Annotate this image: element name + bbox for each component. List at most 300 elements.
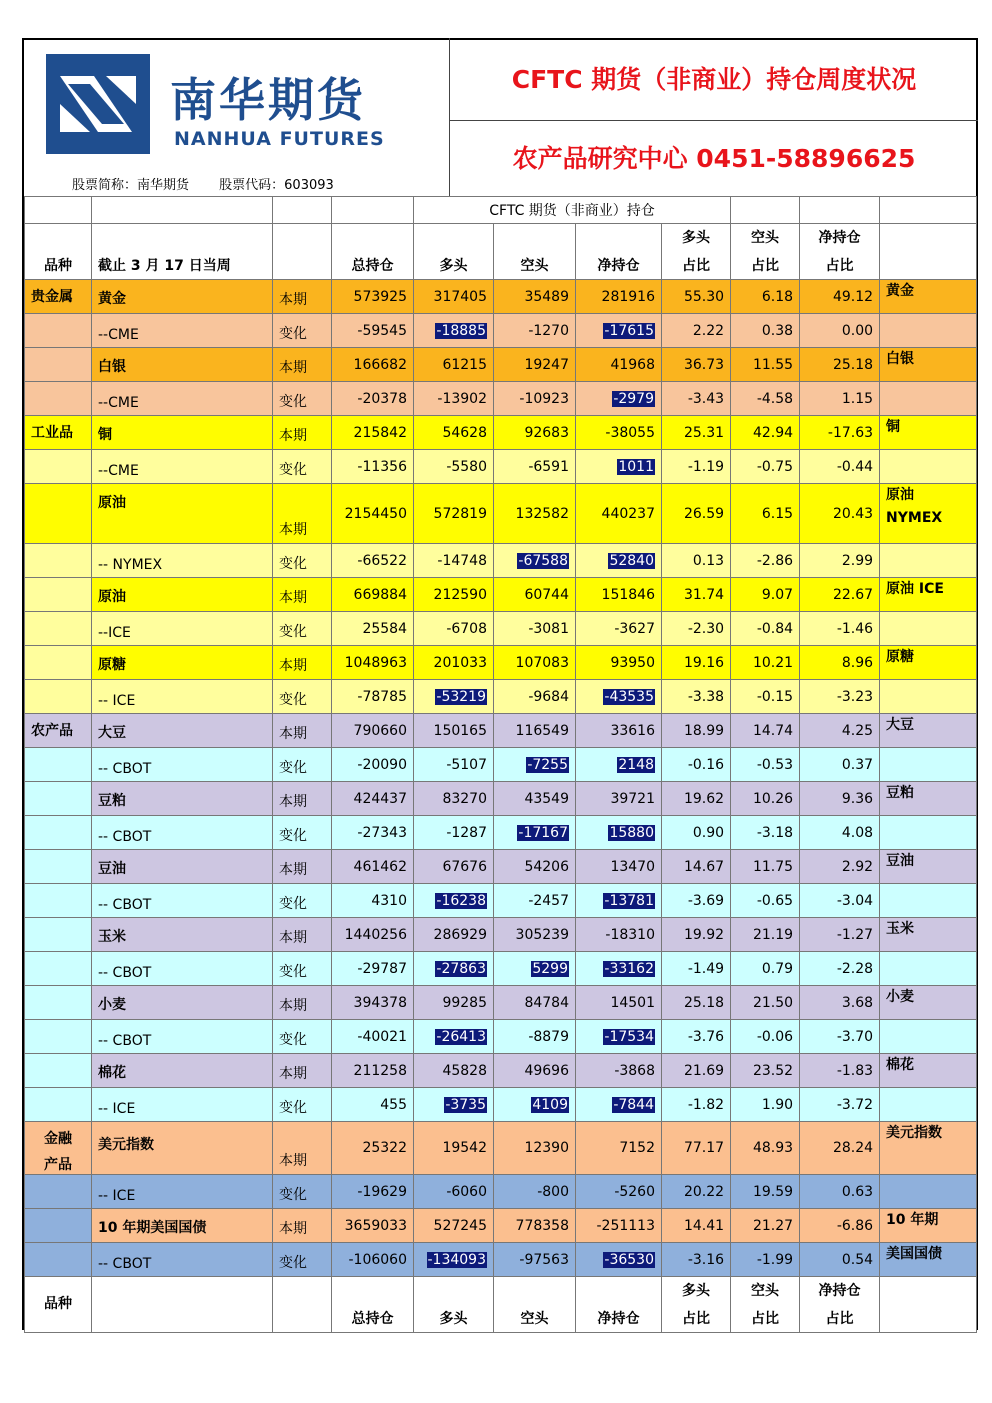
right-label: 豆粕 bbox=[886, 785, 915, 801]
value-net bbox=[576, 680, 662, 714]
right-label-cell bbox=[880, 450, 977, 484]
value-np: -3.04 bbox=[800, 884, 880, 918]
header-group-title: CFTC 期货（非商业）持仓 bbox=[414, 197, 731, 224]
category-cell bbox=[25, 1175, 92, 1209]
logo-chinese: 南华期货 bbox=[170, 73, 366, 127]
period-label: 变化 bbox=[273, 1020, 332, 1054]
value-np: 0.63 bbox=[800, 1175, 880, 1209]
table-row bbox=[25, 1122, 977, 1175]
value-total: 790660 bbox=[332, 714, 414, 748]
value-sp: -0.15 bbox=[731, 680, 800, 714]
category-cell bbox=[25, 986, 92, 1020]
value-short: 19247 bbox=[494, 348, 576, 382]
value-np: 3.68 bbox=[800, 986, 880, 1020]
category-label: 贵金属 bbox=[31, 289, 73, 305]
period-label: 变化 bbox=[273, 612, 332, 646]
report-title: CFTC 期货（非商业）持仓周度状况 bbox=[450, 38, 978, 121]
period-label: 本期 bbox=[273, 850, 332, 884]
header-net: 净持仓 bbox=[576, 224, 662, 280]
header-row bbox=[25, 224, 977, 280]
value-long: -13902 bbox=[414, 382, 494, 416]
commodity-name: 棉花 bbox=[92, 1054, 273, 1088]
value-total: 455 bbox=[332, 1088, 414, 1122]
exchange-label: --CME bbox=[92, 314, 273, 348]
footer-long: 多头 bbox=[414, 1277, 494, 1333]
table-row bbox=[25, 382, 977, 416]
commodity-name: 白银 bbox=[92, 348, 273, 382]
period-label: 变化 bbox=[273, 680, 332, 714]
right-label: 玉米 bbox=[886, 921, 915, 937]
commodity-name: 豆油 bbox=[92, 850, 273, 884]
value-short: 12390 bbox=[494, 1122, 576, 1175]
commodity-name: 黄金 bbox=[92, 280, 273, 314]
value-sp: 21.19 bbox=[731, 918, 800, 952]
value-total: 4310 bbox=[332, 884, 414, 918]
commodity-name: 10 年期美国国债 bbox=[92, 1209, 273, 1243]
value-lp: 25.18 bbox=[662, 986, 731, 1020]
value-total: -66522 bbox=[332, 544, 414, 578]
right-label-cell bbox=[880, 748, 977, 782]
period-label: 变化 bbox=[273, 1088, 332, 1122]
category-cell bbox=[25, 484, 92, 544]
value-net: 39721 bbox=[576, 782, 662, 816]
footer-short-pct-b: 占比 bbox=[751, 1311, 780, 1327]
value-lp: 19.92 bbox=[662, 918, 731, 952]
value-long bbox=[414, 1243, 494, 1277]
category-cell bbox=[25, 1020, 92, 1054]
right-label-cell bbox=[880, 816, 977, 850]
value-sp: 42.94 bbox=[731, 416, 800, 450]
value-sp: 0.79 bbox=[731, 952, 800, 986]
value-short: 35489 bbox=[494, 280, 576, 314]
value-long bbox=[414, 952, 494, 986]
right-label-2: NYMEX bbox=[886, 510, 943, 526]
value-net: 281916 bbox=[576, 280, 662, 314]
table-row bbox=[25, 714, 977, 748]
value-long bbox=[414, 314, 494, 348]
table-row bbox=[25, 1088, 977, 1122]
category-cell bbox=[25, 816, 92, 850]
value-np: 28.24 bbox=[800, 1122, 880, 1175]
value-long: 150165 bbox=[414, 714, 494, 748]
period-label: 变化 bbox=[273, 1243, 332, 1277]
value-net bbox=[576, 544, 662, 578]
value-np: 0.00 bbox=[800, 314, 880, 348]
value-long: 572819 bbox=[414, 484, 494, 544]
value-np: 25.18 bbox=[800, 348, 880, 382]
value-sp: -2.86 bbox=[731, 544, 800, 578]
right-label-cell bbox=[880, 714, 977, 748]
value-long: -6708 bbox=[414, 612, 494, 646]
value-net bbox=[576, 1088, 662, 1122]
value-short bbox=[494, 748, 576, 782]
right-label-cell bbox=[880, 1209, 977, 1243]
highlighted-value: 15880 bbox=[609, 824, 654, 841]
value-sp: 11.75 bbox=[731, 850, 800, 884]
value-net: 41968 bbox=[576, 348, 662, 382]
right-label: 原油 ICE bbox=[886, 581, 944, 597]
period-label: 变化 bbox=[273, 314, 332, 348]
category-cell bbox=[25, 1209, 92, 1243]
value-net: -3627 bbox=[576, 612, 662, 646]
period-label: 本期 bbox=[273, 918, 332, 952]
value-lp: -3.76 bbox=[662, 1020, 731, 1054]
category-cell bbox=[25, 382, 92, 416]
value-lp: -3.38 bbox=[662, 680, 731, 714]
stock-info bbox=[72, 174, 360, 193]
value-lp: -2.30 bbox=[662, 612, 731, 646]
footer-short: 空头 bbox=[494, 1277, 576, 1333]
value-short bbox=[494, 952, 576, 986]
value-lp: 0.13 bbox=[662, 544, 731, 578]
value-np: -3.72 bbox=[800, 1088, 880, 1122]
value-sp: -1.99 bbox=[731, 1243, 800, 1277]
value-net: 440237 bbox=[576, 484, 662, 544]
value-short: 116549 bbox=[494, 714, 576, 748]
value-sp: -0.65 bbox=[731, 884, 800, 918]
right-label: 10 年期 bbox=[886, 1212, 939, 1228]
footer-short-pct bbox=[731, 1277, 800, 1333]
footer-total: 总持仓 bbox=[332, 1277, 414, 1333]
right-label-cell bbox=[880, 782, 977, 816]
right-label-cell bbox=[880, 986, 977, 1020]
period-label: 变化 bbox=[273, 952, 332, 986]
value-total: -59545 bbox=[332, 314, 414, 348]
value-lp: 2.22 bbox=[662, 314, 731, 348]
category-cell bbox=[25, 450, 92, 484]
category-cell bbox=[25, 714, 92, 748]
header-date: 截止 3 月 17 日当周 bbox=[92, 224, 273, 280]
value-lp: 0.90 bbox=[662, 816, 731, 850]
exchange-label: -- NYMEX bbox=[92, 544, 273, 578]
value-lp: -3.69 bbox=[662, 884, 731, 918]
category-cell bbox=[25, 1122, 92, 1175]
footer-short-pct-a: 空头 bbox=[751, 1283, 780, 1299]
value-net: 7152 bbox=[576, 1122, 662, 1175]
value-sp: 14.74 bbox=[731, 714, 800, 748]
value-long: 83270 bbox=[414, 782, 494, 816]
value-long: 212590 bbox=[414, 578, 494, 612]
value-total: 424437 bbox=[332, 782, 414, 816]
value-total: -20378 bbox=[332, 382, 414, 416]
value-np: 4.08 bbox=[800, 816, 880, 850]
value-long: 201033 bbox=[414, 646, 494, 680]
stock-code: 股票代码：603093 bbox=[219, 178, 334, 193]
highlighted-value: -17534 bbox=[604, 1028, 654, 1045]
table-row bbox=[25, 450, 977, 484]
value-long bbox=[414, 1088, 494, 1122]
highlighted-value: -43535 bbox=[604, 688, 654, 705]
value-total: -11356 bbox=[332, 450, 414, 484]
value-long bbox=[414, 1020, 494, 1054]
value-lp: -3.43 bbox=[662, 382, 731, 416]
period-label: 本期 bbox=[273, 1122, 332, 1175]
value-sp: -3.18 bbox=[731, 816, 800, 850]
value-total: -40021 bbox=[332, 1020, 414, 1054]
value-net bbox=[576, 816, 662, 850]
value-net: -38055 bbox=[576, 416, 662, 450]
value-lp: -1.19 bbox=[662, 450, 731, 484]
value-lp: 26.59 bbox=[662, 484, 731, 544]
footer-net-pct-a: 净持仓 bbox=[818, 1283, 861, 1299]
value-total: 1048963 bbox=[332, 646, 414, 680]
period-label: 本期 bbox=[273, 986, 332, 1020]
category-cell bbox=[25, 612, 92, 646]
table-row bbox=[25, 314, 977, 348]
value-short bbox=[494, 816, 576, 850]
period-label: 变化 bbox=[273, 1175, 332, 1209]
right-label-cell bbox=[880, 314, 977, 348]
value-net bbox=[576, 952, 662, 986]
right-label-cell bbox=[880, 578, 977, 612]
period-label: 本期 bbox=[273, 714, 332, 748]
contact-line: 农产品研究中心 0451-58896625 bbox=[512, 144, 916, 173]
commodity-name: 小麦 bbox=[92, 986, 273, 1020]
value-total: 573925 bbox=[332, 280, 414, 314]
value-short: -8879 bbox=[494, 1020, 576, 1054]
value-lp: 21.69 bbox=[662, 1054, 731, 1088]
table-row bbox=[25, 680, 977, 714]
footer-net-pct bbox=[800, 1277, 880, 1333]
value-net bbox=[576, 450, 662, 484]
value-long: 19542 bbox=[414, 1122, 494, 1175]
value-lp: 14.41 bbox=[662, 1209, 731, 1243]
category-cell bbox=[25, 578, 92, 612]
value-long bbox=[414, 680, 494, 714]
category-cell bbox=[25, 1088, 92, 1122]
value-lp: -1.82 bbox=[662, 1088, 731, 1122]
table-row bbox=[25, 986, 977, 1020]
value-np: 4.25 bbox=[800, 714, 880, 748]
highlighted-value: -33162 bbox=[604, 960, 654, 977]
category-cell bbox=[25, 680, 92, 714]
table-row bbox=[25, 1243, 977, 1277]
value-net: -3868 bbox=[576, 1054, 662, 1088]
value-sp: 10.26 bbox=[731, 782, 800, 816]
value-long: -14748 bbox=[414, 544, 494, 578]
positions-table bbox=[24, 196, 977, 1333]
value-short: -9684 bbox=[494, 680, 576, 714]
value-net: 151846 bbox=[576, 578, 662, 612]
commodity-name: 原糖 bbox=[92, 646, 273, 680]
value-total: 3659033 bbox=[332, 1209, 414, 1243]
table-row bbox=[25, 748, 977, 782]
highlighted-value: -36530 bbox=[604, 1251, 654, 1268]
value-total: 1440256 bbox=[332, 918, 414, 952]
right-label: 铜 bbox=[886, 419, 901, 435]
value-total: 461462 bbox=[332, 850, 414, 884]
value-long: 286929 bbox=[414, 918, 494, 952]
value-lp: 36.73 bbox=[662, 348, 731, 382]
header-net-pct-a: 净持仓 bbox=[818, 230, 861, 246]
table-row bbox=[25, 884, 977, 918]
highlighted-value: -53219 bbox=[436, 688, 486, 705]
highlighted-value: -16238 bbox=[436, 892, 486, 909]
exchange-label: -- CBOT bbox=[92, 884, 273, 918]
period-label: 本期 bbox=[273, 348, 332, 382]
category-cell bbox=[25, 348, 92, 382]
highlighted-value: -18885 bbox=[436, 322, 486, 339]
period-label: 本期 bbox=[273, 416, 332, 450]
value-short: 54206 bbox=[494, 850, 576, 884]
value-net: 13470 bbox=[576, 850, 662, 884]
commodity-name: 原油 bbox=[92, 578, 273, 612]
highlighted-value: -67588 bbox=[518, 552, 568, 569]
category-cell bbox=[25, 1054, 92, 1088]
value-lp: 55.30 bbox=[662, 280, 731, 314]
value-net: -5260 bbox=[576, 1175, 662, 1209]
exchange-label: --CME bbox=[92, 382, 273, 416]
value-short: 60744 bbox=[494, 578, 576, 612]
value-long: -1287 bbox=[414, 816, 494, 850]
table-row bbox=[25, 782, 977, 816]
right-label: 美国国债 bbox=[886, 1246, 943, 1262]
category-cell bbox=[25, 952, 92, 986]
footer-long-pct-a: 多头 bbox=[682, 1283, 711, 1299]
value-short bbox=[494, 544, 576, 578]
value-sp: -0.84 bbox=[731, 612, 800, 646]
highlighted-value: 5299 bbox=[532, 960, 568, 977]
value-short: 107083 bbox=[494, 646, 576, 680]
period-label: 变化 bbox=[273, 382, 332, 416]
highlighted-value: 52840 bbox=[609, 552, 654, 569]
value-total: 2154450 bbox=[332, 484, 414, 544]
right-label-cell bbox=[880, 1054, 977, 1088]
value-lp: 19.62 bbox=[662, 782, 731, 816]
value-short: 132582 bbox=[494, 484, 576, 544]
right-label: 原油 bbox=[886, 487, 915, 503]
header-row-top bbox=[25, 197, 977, 224]
right-label-cell bbox=[880, 918, 977, 952]
commodity-name: 原油 bbox=[92, 484, 273, 544]
value-np: -0.44 bbox=[800, 450, 880, 484]
category-label: 工业品 bbox=[31, 425, 73, 441]
header-total: 总持仓 bbox=[332, 224, 414, 280]
category-cell bbox=[25, 280, 92, 314]
value-long: -6060 bbox=[414, 1175, 494, 1209]
value-sp: -4.58 bbox=[731, 382, 800, 416]
period-label: 本期 bbox=[273, 782, 332, 816]
right-label: 棉花 bbox=[886, 1057, 915, 1073]
value-np: -17.63 bbox=[800, 416, 880, 450]
period-label: 变化 bbox=[273, 544, 332, 578]
category-label: 农产品 bbox=[31, 723, 73, 739]
right-label-cell bbox=[880, 1122, 977, 1175]
value-short: 84784 bbox=[494, 986, 576, 1020]
period-label: 变化 bbox=[273, 884, 332, 918]
value-np: -1.83 bbox=[800, 1054, 880, 1088]
table-row bbox=[25, 850, 977, 884]
category-cell bbox=[25, 314, 92, 348]
value-np: 8.96 bbox=[800, 646, 880, 680]
table-row bbox=[25, 544, 977, 578]
value-lp: -1.49 bbox=[662, 952, 731, 986]
value-long: 317405 bbox=[414, 280, 494, 314]
value-short bbox=[494, 1088, 576, 1122]
value-sp: 48.93 bbox=[731, 1122, 800, 1175]
footer-net-pct-b: 占比 bbox=[825, 1311, 854, 1327]
category-label-2: 产品 bbox=[44, 1157, 72, 1173]
table-row bbox=[25, 484, 977, 544]
value-short: -3081 bbox=[494, 612, 576, 646]
commodity-name: 铜 bbox=[92, 416, 273, 450]
period-label: 本期 bbox=[273, 280, 332, 314]
footer-net: 净持仓 bbox=[576, 1277, 662, 1333]
right-label-cell bbox=[880, 850, 977, 884]
right-label: 小麦 bbox=[886, 989, 915, 1005]
value-net: 33616 bbox=[576, 714, 662, 748]
right-label-cell bbox=[880, 612, 977, 646]
value-np: -1.46 bbox=[800, 612, 880, 646]
value-sp: -0.53 bbox=[731, 748, 800, 782]
value-sp: 10.21 bbox=[731, 646, 800, 680]
value-long bbox=[414, 884, 494, 918]
right-label: 大豆 bbox=[886, 717, 915, 733]
value-total: 669884 bbox=[332, 578, 414, 612]
value-np: 49.12 bbox=[800, 280, 880, 314]
value-long: 67676 bbox=[414, 850, 494, 884]
highlighted-value: -27863 bbox=[436, 960, 486, 977]
value-long: 61215 bbox=[414, 348, 494, 382]
period-label: 本期 bbox=[273, 578, 332, 612]
footer-row bbox=[25, 1277, 977, 1333]
right-label: 黄金 bbox=[886, 283, 915, 299]
header-short-pct bbox=[731, 224, 800, 280]
exchange-label: -- CBOT bbox=[92, 748, 273, 782]
value-np: 9.36 bbox=[800, 782, 880, 816]
header-short: 空头 bbox=[494, 224, 576, 280]
value-total: -106060 bbox=[332, 1243, 414, 1277]
value-net: 93950 bbox=[576, 646, 662, 680]
value-np: 2.92 bbox=[800, 850, 880, 884]
value-total: -20090 bbox=[332, 748, 414, 782]
exchange-label: -- CBOT bbox=[92, 816, 273, 850]
period-label: 变化 bbox=[273, 748, 332, 782]
header-short-pct-b: 占比 bbox=[751, 258, 780, 274]
value-long: 54628 bbox=[414, 416, 494, 450]
highlighted-value: -7255 bbox=[527, 756, 568, 773]
value-np: -3.70 bbox=[800, 1020, 880, 1054]
table-row bbox=[25, 612, 977, 646]
value-net bbox=[576, 884, 662, 918]
period-label: 本期 bbox=[273, 484, 332, 544]
value-np: 2.99 bbox=[800, 544, 880, 578]
value-lp: -3.16 bbox=[662, 1243, 731, 1277]
exchange-label: -- CBOT bbox=[92, 1243, 273, 1277]
value-long: -5107 bbox=[414, 748, 494, 782]
highlighted-value: -7844 bbox=[613, 1096, 654, 1113]
value-short: 778358 bbox=[494, 1209, 576, 1243]
value-sp: 6.15 bbox=[731, 484, 800, 544]
nanhua-logo-icon bbox=[46, 54, 150, 154]
value-sp: 21.50 bbox=[731, 986, 800, 1020]
value-total: -29787 bbox=[332, 952, 414, 986]
header-kind: 品种 bbox=[25, 224, 92, 280]
value-lp: 25.31 bbox=[662, 416, 731, 450]
value-lp: 31.74 bbox=[662, 578, 731, 612]
category-cell bbox=[25, 416, 92, 450]
right-label-cell bbox=[880, 1088, 977, 1122]
value-net bbox=[576, 382, 662, 416]
value-sp: 11.55 bbox=[731, 348, 800, 382]
right-label-cell bbox=[880, 1175, 977, 1209]
highlighted-value: -134093 bbox=[427, 1251, 486, 1268]
value-total: -78785 bbox=[332, 680, 414, 714]
value-sp: -0.75 bbox=[731, 450, 800, 484]
period-label: 本期 bbox=[273, 646, 332, 680]
value-short: -800 bbox=[494, 1175, 576, 1209]
right-label-cell bbox=[880, 646, 977, 680]
